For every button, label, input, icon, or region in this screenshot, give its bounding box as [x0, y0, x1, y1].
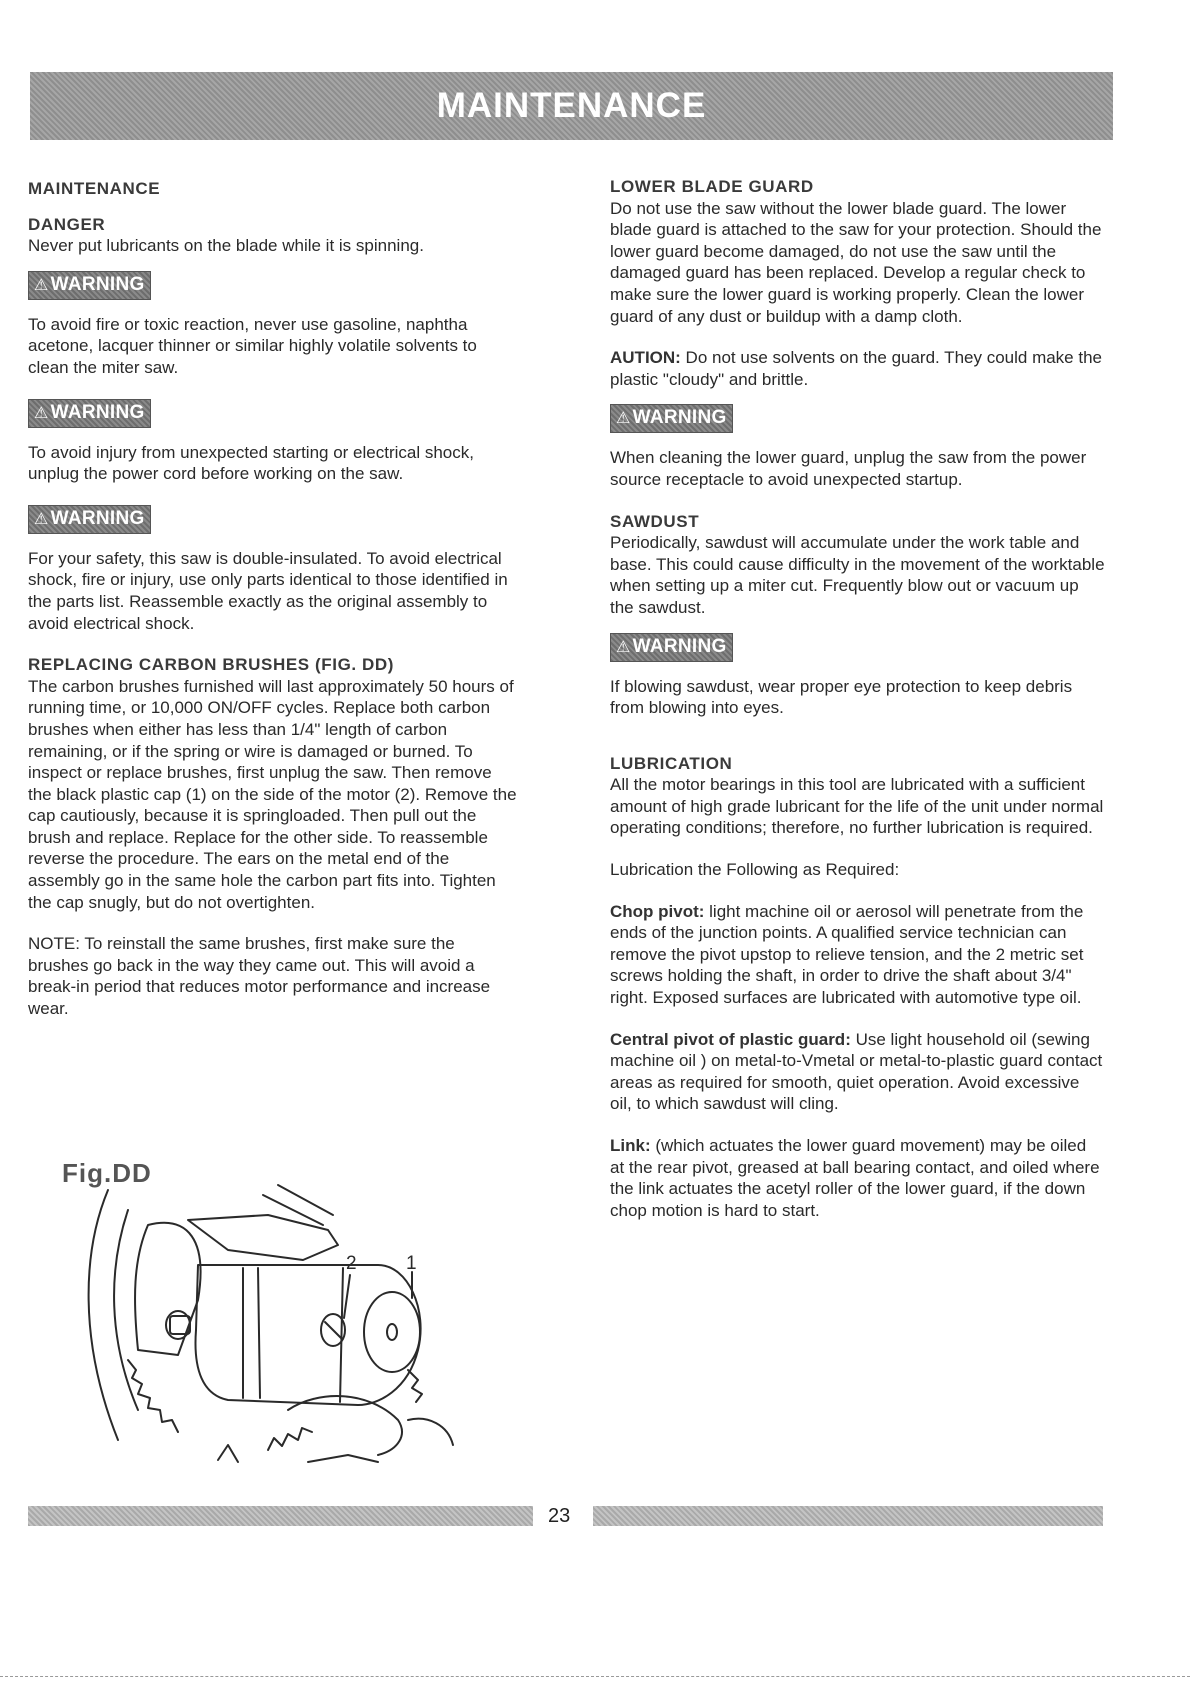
figure-label: Fig.DD — [62, 1158, 152, 1188]
brush-cap-rear — [364, 1292, 420, 1372]
sawdust-text: Periodically, sawdust will accumulate under the work table and base. This could cause difficulty in the movement of the worktable when setting up a miter cut. Frequently blow out or vacuum up the sawdust. — [610, 533, 1105, 617]
brushes-heading: REPLACING CARBON BRUSHES (FIG. DD) — [28, 655, 395, 675]
note-text: NOTE: To reinstall the same brushes, first make sure the brushes go back in the way they came out. This will avoid a break-in period that reduces motor performance and increase wear. — [28, 934, 491, 1019]
link-paragraph — [610, 1135, 1105, 1221]
lower-blade-guard-heading: LOWER BLADE GUARD — [610, 177, 814, 196]
warning-text-insulated: For your safety, this saw is double-insulated. To avoid electrical shock, fire or injury, use only parts identical to those identified in the parts list. Reassemble exactly as the original assembly to avoid electrical shock. — [28, 548, 508, 633]
brushes-text: The carbon brushes furnished will last approximately 50 hours of running time, or 10,000 ON/OFF cycles. Replace both carbon brushes when either has less than 1/4" length of carbon remaining, or if the spring or wire is damaged or burned. To inspect or replace brushes, first unplug the saw. Then remove the black plastic cap (1) on the side of the motor (2). Remove the cap cautiously, because it is springloaded. Then pull out the brush and replace. Replace for the other side. To reassemble reverse the procedure. The ears on the metal end of the assembly go in the same hole the carbon part fits into. Tighten the cap snugly, but do not overtighten. — [28, 676, 517, 912]
right-column — [610, 176, 1105, 1221]
lower-blade-guard-text: Do not use the saw without the lower blade guard. The lower blade guard is attached to the saw for your protection. Should the lower guard become damaged, do not use the saw until the damaged guard has been replaced. Develop a regular check to make sure the lower guard is working properly. Clean the lower guard of any dust or buildup with a damp cloth. — [610, 198, 1102, 326]
warning-label: WARNING — [632, 407, 727, 429]
left-column — [28, 178, 518, 1020]
sawdust-heading: SAWDUST — [610, 511, 700, 531]
danger-heading: DANGER — [28, 214, 106, 234]
link-text: (which actuates the lower guard movement) may be oiled at the rear pivot, greased at ball bearing contact, and oiled where the link actuates the acetyl roller of the lower guard, if the down chop motion is hard to start. — [610, 1136, 1100, 1220]
lubrication-heading: LUBRICATION — [610, 753, 733, 773]
chop-pivot-text: light machine oil or aerosol will penetrate from the ends of the junction points. A qualified service technician can remove the pivot upstop to relieve tension, and the 2 metric set screws holding the shaft, in order to drive the shaft about 3/4" right. Exposed surfaces are lubricated with automotive type oil. — [610, 901, 1084, 1008]
bottom-rule — [0, 1676, 1190, 1677]
handle-stripe — [278, 1185, 333, 1215]
banner-title: MAINTENANCE — [436, 86, 707, 125]
footer-bar-left — [28, 1506, 533, 1526]
warning-label: WARNING — [50, 273, 145, 295]
page-banner — [30, 72, 1113, 140]
warning-text-eye-protection: If blowing sawdust, wear proper eye protection to keep debris from blowing into eyes. — [610, 676, 1073, 718]
callout-2: 2 — [346, 1253, 357, 1274]
footer-bar-right — [593, 1506, 1103, 1526]
caution-paragraph — [610, 347, 1105, 390]
warning-triangle-icon: ⚠ — [34, 276, 49, 294]
warning-badge — [610, 404, 733, 433]
motor-band — [340, 1268, 343, 1402]
warning-text-cleaning: When cleaning the lower guard, unplug the saw from the power source receptacle to avoid unexpected startup. — [610, 448, 1087, 489]
page-number: 23 — [548, 1505, 571, 1527]
blade-teeth — [128, 1360, 178, 1432]
warning-triangle-icon: ⚠ — [616, 638, 631, 656]
warning-badge — [28, 271, 151, 300]
motor-band — [258, 1268, 260, 1398]
guard-housing — [135, 1223, 201, 1355]
callout-1: 1 — [406, 1253, 417, 1274]
lubrication-following: Lubrication the Following as Required: — [610, 860, 900, 880]
lubrication-text: All the motor bearings in this tool are lubricated with a sufficient amount of high grade lubricant for the life of the unit under normal operating conditions; therefore, no further lubrication is required. — [610, 775, 1104, 838]
central-pivot-text: Use light household oil (sewing machine oil ) on metal-to-Vmetal or metal-to-plastic guard contact areas as required for smooth, quiet operation. Avoid excessive oil, to which sawdust will cling. — [610, 1029, 1103, 1114]
danger-text: Never put lubricants on the blade while it is spinning. — [28, 236, 424, 256]
maintenance-heading: MAINTENANCE — [28, 179, 161, 198]
link-lead: Link: — [610, 1136, 651, 1155]
warning-text-unplug: To avoid injury from unexpected starting or electrical shock, unplug the power cord before working on the saw. — [28, 442, 474, 484]
warning-triangle-icon: ⚠ — [616, 410, 631, 428]
warning-triangle-icon: ⚠ — [34, 510, 49, 528]
warning-badge — [610, 633, 733, 662]
central-pivot-lead: Central pivot of plastic guard: — [610, 1029, 851, 1049]
blade-guard-outline — [89, 1190, 118, 1440]
chop-pivot-lead: Chop pivot: — [610, 901, 705, 921]
warning-triangle-icon: ⚠ — [34, 404, 49, 422]
central-pivot-paragraph — [610, 1029, 1105, 1115]
warning-badge — [28, 399, 151, 428]
warning-label: WARNING — [50, 401, 145, 423]
warning-text-solvents: To avoid fire or toxic reaction, never use gasoline, naphtha acetone, lacquer thinner or similar highly volatile solvents to clean the miter saw. — [28, 314, 477, 377]
warning-label: WARNING — [632, 635, 727, 657]
chop-pivot-paragraph — [610, 901, 1105, 1009]
caution-text: Do not use solvents on the guard. They could make the plastic "cloudy" and brittle. — [610, 348, 1102, 389]
warning-badge — [28, 505, 151, 534]
carbon-brush-figure — [78, 1170, 498, 1470]
warning-label: WARNING — [50, 507, 145, 529]
caution-lead: AUTION: — [610, 348, 681, 368]
